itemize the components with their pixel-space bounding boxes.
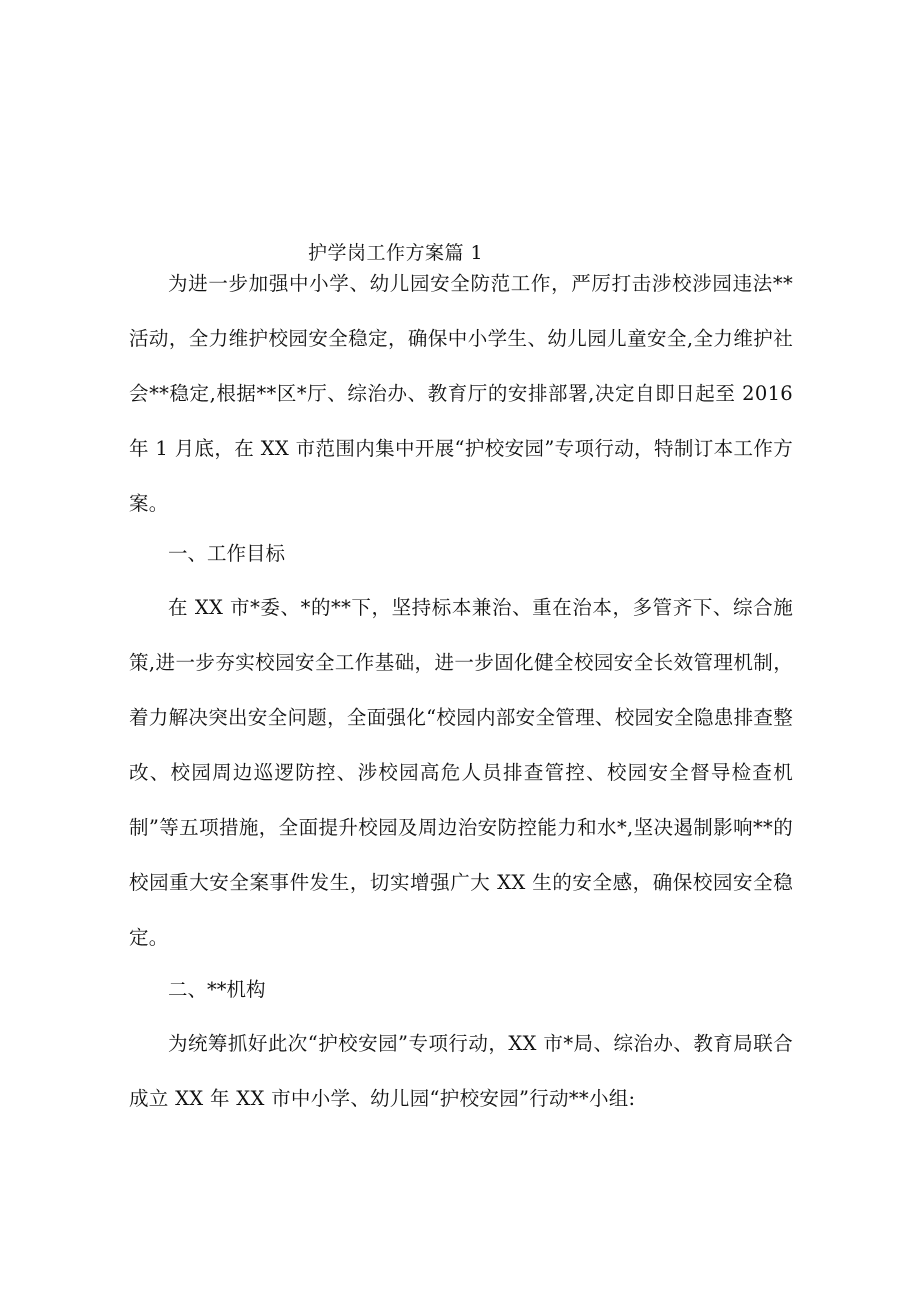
section-heading-goals: 一、工作目标 (168, 542, 286, 565)
organization-paragraph: 为统筹抓好此次“护校安园”专项行动，XX 市*局、综治办、教育局联合成立 XX 年 XX 市中小学、幼儿园“护校安园”行动**小组: (129, 1032, 793, 1110)
intro-paragraph: 为进一步加强中小学、幼儿园安全防范工作，严厉打击涉校涉园违法**活动，全力维护校园安全稳定，确保中小学生、幼儿园儿童安全,全力维护社会**稳定,根据**区*厅、综治办、教育厅的安排部署,决定自即日起至 2016 年 1 月底，在 XX 市范围内集中开展“护校安园”专项行动，特制订本工作方案。 (129, 272, 793, 515)
section-heading-organization: 二、**机构 (168, 978, 266, 1001)
goals-paragraph: 在 XX 市*委、*的**下，坚持标本兼治、重在治本，多管齐下、综合施策,进一步夯实校园安全工作基础，进一步固化健全校园安全长效管理机制，着力解决突出安全问题，全面强化“校园内部安全管理、校园安全隐患排查整改、校园周边巡逻防控、涉校园高危人员排查管控、校园安全督导检查机制”等五项措施，全面提升校园及周边治安防控能力和水*,坚决遏制影响**的校园重大安全案事件发生，切实增强广大 XX 生的安全感，确保校园安全稳定。 (129, 596, 793, 949)
document-title: 护学岗工作方案篇 1 (308, 242, 484, 264)
